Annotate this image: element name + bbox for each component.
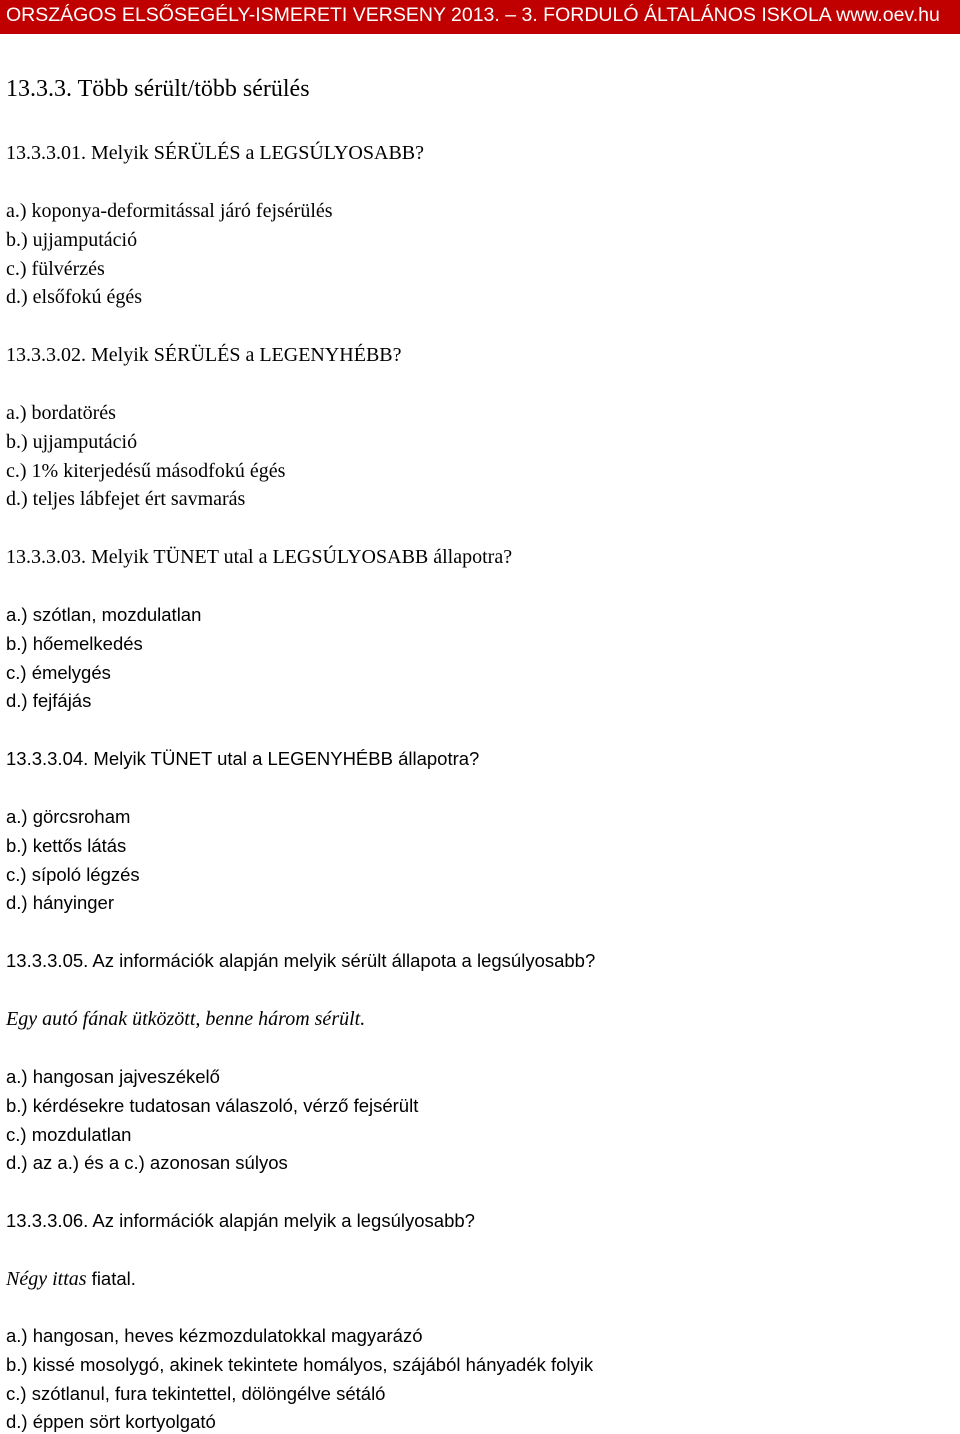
answer-option: b.) kérdésekre tudatosan válaszoló, vérző fejsérült (6, 1095, 419, 1116)
question-title: 13.3.3.05. Az információk alapján melyik sérült állapota a legsúlyosabb? (6, 950, 596, 971)
scenario-text: Egy autó fának ütközött, benne három sérült. (6, 1008, 366, 1030)
section-title: 13.3.3. Több sérült/több sérülés (6, 76, 310, 102)
answer-option: c.) szótlanul, fura tekintettel, dölöngélve sétáló (6, 1383, 386, 1404)
answer-option: b.) ujjamputáció (6, 431, 138, 453)
answer-option: c.) mozdulatlan (6, 1124, 132, 1145)
scenario-italic: Négy ittas (6, 1268, 87, 1290)
answer-option: a.) görcsroham (6, 806, 131, 827)
answer-option: d.) hányinger (6, 892, 114, 913)
answer-option: b.) kissé mosolygó, akinek tekintete homályos, szájából hányadék folyik (6, 1354, 594, 1375)
answer-option: d.) teljes lábfejet ért savmarás (6, 488, 246, 510)
answer-option: c.) sípoló légzés (6, 864, 140, 885)
answer-option: a.) koponya-deformitással járó fejsérülés (6, 200, 333, 222)
answer-option: c.) fülvérzés (6, 258, 105, 280)
question-title: 13.3.3.01. Melyik SÉRÜLÉS a LEGSÚLYOSABB? (6, 142, 424, 164)
question-title: 13.3.3.06. Az információk alapján melyik a legsúlyosabb? (6, 1210, 475, 1231)
answer-option: a.) hangosan, heves kézmozdulatokkal magyarázó (6, 1325, 423, 1346)
answer-option: a.) hangosan jajveszékelő (6, 1066, 220, 1087)
answer-option: d.) az a.) és a c.) azonosan súlyos (6, 1152, 288, 1173)
answer-option: a.) bordatörés (6, 402, 116, 424)
answer-option: d.) fejfájás (6, 690, 92, 711)
answer-option: d.) éppen sört kortyolgató (6, 1411, 216, 1432)
answer-option: c.) 1% kiterjedésű másodfokú égés (6, 460, 286, 482)
question-title: 13.3.3.04. Melyik TÜNET utal a LEGENYHÉBB állapotra? (6, 748, 480, 769)
answer-option: b.) ujjamputáció (6, 229, 138, 251)
answer-option: a.) szótlan, mozdulatlan (6, 604, 202, 625)
scenario-rest: fiatal. (86, 1268, 136, 1289)
answer-option: c.) émelygés (6, 662, 111, 683)
answer-option: d.) elsőfokú égés (6, 286, 143, 308)
question-title: 13.3.3.03. Melyik TÜNET utal a LEGSÚLYOSABB állapotra? (6, 546, 513, 568)
page-header: ORSZÁGOS ELSŐSEGÉLY-ISMERETI VERSENY 2013. – 3. FORDULÓ ÁLTALÁNOS ISKOLA www.oev.hu (0, 0, 960, 34)
scenario-text (6, 1268, 136, 1291)
answer-option: b.) hőemelkedés (6, 633, 143, 654)
answer-option: b.) kettős látás (6, 835, 127, 856)
question-title: 13.3.3.02. Melyik SÉRÜLÉS a LEGENYHÉBB? (6, 344, 402, 366)
